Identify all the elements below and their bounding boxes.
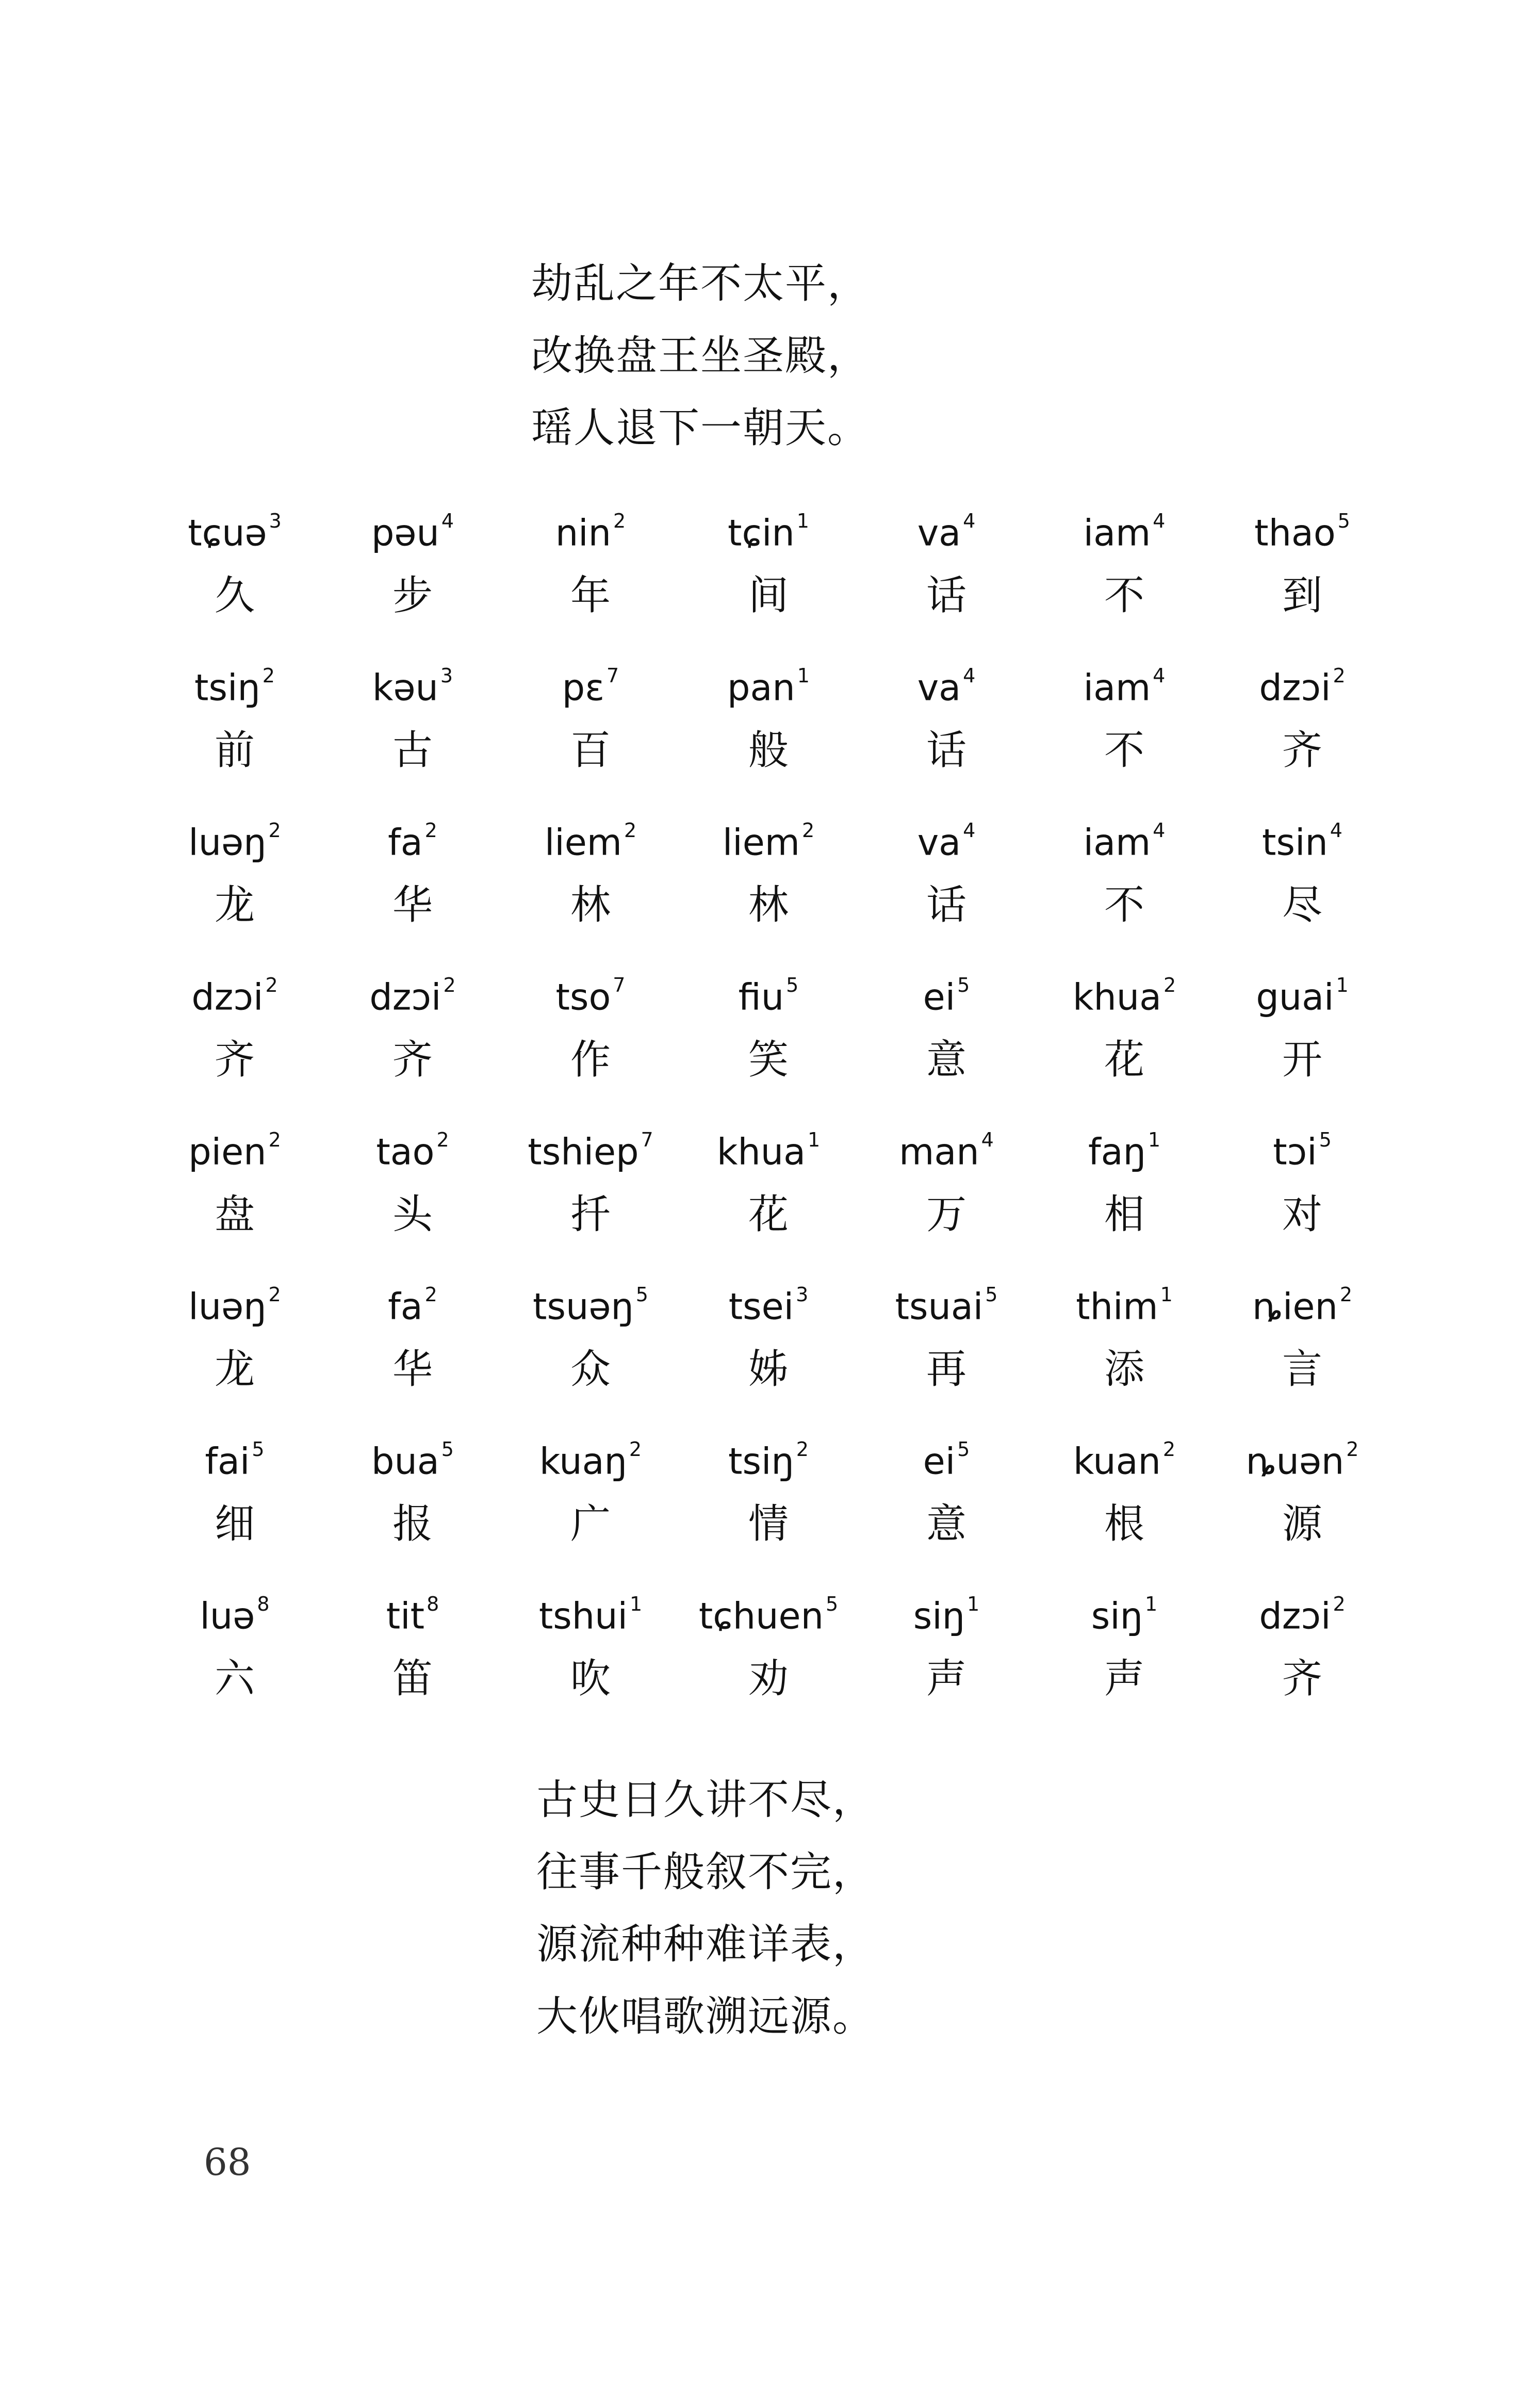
tone-number: 1 <box>629 1593 643 1615</box>
glossary-cell <box>861 1119 1031 1243</box>
chinese-gloss: 话 <box>926 727 966 774</box>
glossary-row <box>150 810 1346 964</box>
glossary-cell <box>327 1583 498 1707</box>
romanization-syllable: kuaŋ <box>539 1440 627 1483</box>
glossary-cell <box>505 1119 676 1243</box>
romanization-syllable: va <box>917 512 961 554</box>
romanization <box>505 1274 676 1328</box>
romanization <box>505 964 676 1019</box>
chinese-gloss: 姊 <box>748 1346 789 1393</box>
tone-number: 1 <box>1336 974 1349 996</box>
poem-line: 往事千般叙不完， <box>536 1848 875 1896</box>
chinese-gloss: 齐 <box>392 1037 433 1083</box>
glossary-cell <box>150 964 320 1088</box>
romanization <box>683 810 854 864</box>
tone-number: 2 <box>1339 1283 1353 1306</box>
romanization-syllable: dzɔi <box>191 976 264 1019</box>
tone-number: 1 <box>796 510 809 532</box>
chinese-gloss: 话 <box>926 882 966 928</box>
tone-number: 4 <box>1153 664 1166 687</box>
poem-line: 瑶人退下一朝天。 <box>531 404 870 452</box>
romanization <box>505 1119 676 1171</box>
poem-line: 古史日久讲不尽， <box>536 1776 875 1824</box>
romanization-syllable: siŋ <box>913 1595 965 1638</box>
romanization <box>1217 1119 1387 1171</box>
romanization-syllable: liem <box>722 821 800 864</box>
glossary-cell <box>1039 964 1209 1088</box>
romanization-syllable: tao <box>376 1131 435 1173</box>
glossary-cell <box>150 655 320 779</box>
romanization-syllable: tsuəŋ <box>533 1285 634 1328</box>
romanization-syllable: tsiŋ <box>194 666 260 709</box>
romanization-syllable: luəŋ <box>188 821 267 864</box>
glossary-cell <box>683 964 854 1088</box>
tone-number: 8 <box>257 1593 270 1615</box>
romanization <box>861 810 1031 864</box>
glossary-cell <box>505 810 676 934</box>
romanization-syllable: bua <box>371 1440 439 1483</box>
chinese-gloss: 声 <box>926 1656 966 1702</box>
chinese-gloss: 百 <box>570 727 611 774</box>
glossary-cell <box>861 500 1031 624</box>
romanization <box>861 500 1031 552</box>
romanization <box>505 655 676 707</box>
chinese-gloss: 久 <box>214 572 255 619</box>
glossary-cell <box>683 1119 854 1243</box>
glossary-cell <box>150 1274 320 1398</box>
page-number: 68 <box>204 2140 251 2184</box>
chinese-gloss: 吹 <box>570 1656 611 1702</box>
chinese-gloss: 龙 <box>214 882 255 928</box>
tone-number: 2 <box>262 664 275 687</box>
chinese-gloss: 龙 <box>214 1346 255 1393</box>
romanization-syllable: iam <box>1083 666 1151 709</box>
romanization <box>1039 810 1209 864</box>
glossary-cell <box>1039 1583 1209 1707</box>
chinese-gloss: 细 <box>214 1501 255 1547</box>
romanization <box>861 655 1031 707</box>
glossary-cell <box>683 1583 854 1707</box>
glossary-cell <box>505 1583 676 1707</box>
romanization <box>1039 1583 1209 1638</box>
chinese-gloss: 花 <box>1104 1037 1144 1083</box>
romanization <box>683 655 854 707</box>
tone-number: 3 <box>269 510 282 532</box>
chinese-gloss: 意 <box>926 1037 966 1083</box>
glossary-row <box>150 964 1349 1119</box>
tone-number: 2 <box>1162 1438 1176 1461</box>
chinese-gloss: 齐 <box>1282 1656 1322 1702</box>
tone-number: 5 <box>1319 1128 1332 1151</box>
romanization <box>327 810 498 864</box>
glossary-cell <box>1217 1429 1387 1552</box>
romanization-syllable: iam <box>1083 512 1151 554</box>
tone-number: 4 <box>963 819 976 842</box>
chinese-gloss: 开 <box>1282 1037 1322 1083</box>
romanization <box>505 1429 676 1483</box>
chinese-gloss: 华 <box>392 882 433 928</box>
tone-number: 1 <box>967 1593 980 1615</box>
glossary-cell <box>861 1429 1031 1552</box>
romanization-syllable: ei <box>923 976 956 1019</box>
romanization <box>327 1583 498 1638</box>
tone-number: 4 <box>1330 819 1342 842</box>
glossary-cell <box>1039 500 1209 624</box>
romanization-syllable: tsiŋ <box>728 1440 794 1483</box>
romanization <box>1039 500 1209 552</box>
chinese-gloss: 添 <box>1104 1346 1144 1393</box>
romanization <box>150 500 320 552</box>
romanization <box>150 655 320 707</box>
chinese-gloss: 扦 <box>570 1191 611 1238</box>
chinese-gloss: 盘 <box>214 1191 255 1238</box>
romanization-syllable: va <box>917 666 961 709</box>
chinese-gloss: 意 <box>926 1501 966 1547</box>
romanization-syllable: khua <box>1072 976 1161 1019</box>
tone-number: 2 <box>436 1128 449 1151</box>
romanization-syllable: khua <box>716 1131 806 1173</box>
romanization <box>683 1119 854 1171</box>
romanization-syllable: thim <box>1076 1285 1158 1328</box>
glossary-cell <box>327 500 498 624</box>
romanization <box>1217 1429 1387 1483</box>
romanization <box>1039 655 1209 707</box>
chinese-gloss: 劝 <box>748 1656 789 1702</box>
romanization-syllable: pɛ <box>562 666 605 709</box>
glossary-cell <box>1039 1274 1209 1398</box>
chinese-gloss: 六 <box>214 1656 255 1702</box>
romanization <box>861 1583 1031 1638</box>
tone-number: 3 <box>796 1283 809 1306</box>
glossary-cell <box>861 810 1031 934</box>
glossary-cell <box>505 1274 676 1398</box>
romanization <box>1217 1583 1387 1638</box>
poem-line: 劫乱之年不太平， <box>531 259 870 307</box>
romanization-syllable: tso <box>555 976 611 1019</box>
chinese-gloss: 尽 <box>1282 882 1322 928</box>
glossary-row <box>150 655 1346 810</box>
tone-number: 5 <box>957 1438 970 1461</box>
tone-number: 3 <box>440 664 453 687</box>
glossary-cell <box>150 810 320 934</box>
glossary-cell <box>327 1274 498 1398</box>
chinese-gloss: 头 <box>392 1191 433 1238</box>
romanization <box>1039 1429 1209 1483</box>
romanization-syllable: dzɔi <box>369 976 441 1019</box>
romanization <box>1217 1274 1387 1328</box>
chinese-gloss: 笑 <box>748 1037 789 1083</box>
romanization <box>1039 1119 1209 1171</box>
romanization-syllable: tshui <box>538 1595 628 1638</box>
tone-number: 4 <box>963 510 976 532</box>
romanization <box>683 964 854 1019</box>
tone-number: 1 <box>1145 1593 1158 1615</box>
glossary-cell <box>327 655 498 779</box>
poem-line: 改换盘王坐圣殿， <box>531 332 870 380</box>
tone-number: 2 <box>796 1438 809 1461</box>
romanization <box>683 1583 854 1638</box>
chinese-gloss: 笛 <box>392 1656 433 1702</box>
chinese-gloss: 般 <box>748 727 789 774</box>
poem-line: 源流种种难详表， <box>536 1920 875 1968</box>
tone-number: 5 <box>786 974 799 996</box>
romanization-syllable: luə <box>200 1595 255 1638</box>
glossary-row <box>150 1119 1346 1274</box>
tone-number: 4 <box>1153 819 1166 842</box>
romanization <box>505 500 676 552</box>
glossary-cell <box>505 655 676 779</box>
romanization <box>150 1119 320 1171</box>
chinese-gloss: 再 <box>926 1346 966 1393</box>
romanization-syllable: tsei <box>728 1285 794 1328</box>
glossary-cell <box>683 655 854 779</box>
romanization <box>861 1274 1031 1328</box>
tone-number: 4 <box>981 1128 994 1151</box>
romanization <box>327 655 498 707</box>
chinese-gloss: 齐 <box>214 1037 255 1083</box>
glossary-row <box>150 500 1350 655</box>
glossary-cell <box>1039 1119 1209 1243</box>
romanization-syllable: fiu <box>738 976 784 1019</box>
tone-number: 5 <box>985 1283 998 1306</box>
glossary-cell <box>150 1583 320 1707</box>
tone-number: 2 <box>265 974 278 996</box>
glossary-cell <box>861 655 1031 779</box>
romanization <box>327 1119 498 1171</box>
romanization <box>683 500 854 552</box>
tone-number: 4 <box>441 510 454 532</box>
romanization-syllable: man <box>899 1131 979 1173</box>
chinese-gloss: 到 <box>1282 572 1322 619</box>
interlinear-glossary <box>150 500 1359 1738</box>
tone-number: 1 <box>1160 1283 1173 1306</box>
romanization <box>150 1274 320 1328</box>
poem-top <box>531 248 870 464</box>
chinese-gloss: 不 <box>1104 882 1144 928</box>
romanization-syllable: tshiep <box>528 1131 639 1173</box>
romanization-syllable: va <box>917 821 961 864</box>
romanization-syllable: pien <box>188 1131 267 1173</box>
romanization-syllable: tɕin <box>728 512 795 554</box>
romanization-syllable: kəu <box>372 666 438 709</box>
glossary-cell <box>861 1274 1031 1398</box>
glossary-cell <box>1217 1274 1387 1398</box>
chinese-gloss: 万 <box>926 1191 966 1238</box>
poem-bottom <box>536 1764 875 2053</box>
romanization <box>683 1429 854 1483</box>
tone-number: 2 <box>424 1283 437 1306</box>
tone-number: 2 <box>1333 664 1346 687</box>
glossary-cell <box>683 1274 854 1398</box>
tone-number: 5 <box>957 974 970 996</box>
romanization <box>150 1583 320 1638</box>
romanization <box>327 500 498 552</box>
tone-number: 2 <box>624 819 637 842</box>
glossary-cell <box>505 964 676 1088</box>
tone-number: 2 <box>443 974 456 996</box>
tone-number: 5 <box>635 1283 648 1306</box>
tone-number: 8 <box>427 1593 439 1615</box>
chinese-gloss: 报 <box>392 1501 433 1547</box>
chinese-gloss: 花 <box>748 1191 789 1238</box>
chinese-gloss: 齐 <box>1282 727 1322 774</box>
romanization-syllable: fai <box>205 1440 250 1483</box>
romanization <box>150 810 320 864</box>
glossary-cell <box>683 500 854 624</box>
glossary-cell <box>150 1119 320 1243</box>
glossary-cell <box>683 1429 854 1552</box>
tone-number: 2 <box>629 1438 642 1461</box>
tone-number: 2 <box>1333 1593 1346 1615</box>
tone-number: 7 <box>641 1128 653 1151</box>
romanization-syllable: ȵien <box>1252 1285 1338 1328</box>
tone-number: 1 <box>807 1128 821 1151</box>
tone-number: 5 <box>252 1438 265 1461</box>
romanization <box>861 964 1031 1019</box>
romanization-syllable: dzɔi <box>1259 666 1331 709</box>
glossary-cell <box>505 1429 676 1552</box>
romanization <box>861 1119 1031 1171</box>
glossary-row <box>150 1274 1353 1429</box>
tone-number: 2 <box>801 819 815 842</box>
glossary-cell <box>327 1429 498 1552</box>
chinese-gloss: 情 <box>748 1501 789 1547</box>
glossary-cell <box>327 964 498 1088</box>
chinese-gloss: 年 <box>570 572 611 619</box>
romanization <box>1217 655 1387 707</box>
tone-number: 2 <box>1163 974 1176 996</box>
tone-number: 7 <box>613 974 626 996</box>
romanization <box>1217 964 1387 1019</box>
romanization-syllable: luəŋ <box>188 1285 267 1328</box>
romanization-syllable: ei <box>923 1440 956 1483</box>
romanization <box>150 964 320 1019</box>
glossary-cell <box>1217 1583 1387 1707</box>
glossary-row <box>150 1429 1359 1583</box>
romanization-syllable: tɔi <box>1273 1131 1317 1173</box>
glossary-cell <box>150 1429 320 1552</box>
romanization <box>150 1429 320 1483</box>
glossary-cell <box>327 810 498 934</box>
romanization <box>1217 810 1387 864</box>
tone-number: 5 <box>1337 510 1350 532</box>
glossary-cell <box>1039 1429 1209 1552</box>
romanization-syllable: thao <box>1254 512 1336 554</box>
chinese-gloss: 声 <box>1104 1656 1144 1702</box>
poem-line: 大伙唱歌溯远源。 <box>536 1992 875 2040</box>
tone-number: 4 <box>963 664 976 687</box>
glossary-cell <box>1039 810 1209 934</box>
chinese-gloss: 根 <box>1104 1501 1144 1547</box>
glossary-cell <box>1217 810 1387 934</box>
tone-number: 1 <box>797 664 810 687</box>
romanization-syllable: tsuai <box>895 1285 984 1328</box>
romanization <box>1217 500 1387 552</box>
glossary-cell <box>861 964 1031 1088</box>
chinese-gloss: 对 <box>1282 1191 1322 1238</box>
tone-number: 2 <box>268 1283 281 1306</box>
glossary-cell <box>1217 1119 1387 1243</box>
glossary-cell <box>861 1583 1031 1707</box>
romanization <box>683 1274 854 1328</box>
chinese-gloss: 众 <box>570 1346 611 1393</box>
romanization-syllable: tɕhuen <box>698 1595 824 1638</box>
glossary-cell <box>150 500 320 624</box>
chinese-gloss: 间 <box>748 572 789 619</box>
chinese-gloss: 言 <box>1282 1346 1322 1393</box>
glossary-cell <box>1217 655 1387 779</box>
romanization-syllable: guai <box>1256 976 1334 1019</box>
romanization-syllable: pan <box>727 666 795 709</box>
chinese-gloss: 林 <box>748 882 789 928</box>
glossary-cell <box>683 810 854 934</box>
tone-number: 5 <box>825 1593 839 1615</box>
romanization-syllable: dzɔi <box>1259 1595 1331 1638</box>
romanization-syllable: iam <box>1083 821 1151 864</box>
romanization <box>1039 1274 1209 1328</box>
chinese-gloss: 步 <box>392 572 433 619</box>
tone-number: 2 <box>613 510 626 532</box>
glossary-cell <box>1217 964 1387 1088</box>
romanization <box>327 1429 498 1483</box>
romanization-syllable: fa <box>388 821 423 864</box>
chinese-gloss: 古 <box>392 727 433 774</box>
romanization-syllable: siŋ <box>1091 1595 1143 1638</box>
chinese-gloss: 华 <box>392 1346 433 1393</box>
romanization <box>327 1274 498 1328</box>
chinese-gloss: 相 <box>1104 1191 1144 1238</box>
romanization-syllable: ȵuən <box>1246 1440 1345 1483</box>
glossary-cell <box>327 1119 498 1243</box>
romanization-syllable: tsin <box>1262 821 1328 864</box>
chinese-gloss: 前 <box>214 727 255 774</box>
glossary-cell <box>505 500 676 624</box>
tone-number: 4 <box>1153 510 1166 532</box>
tone-number: 5 <box>441 1438 454 1461</box>
chinese-gloss: 不 <box>1104 727 1144 774</box>
romanization-syllable: fa <box>388 1285 423 1328</box>
romanization-syllable: liem <box>544 821 622 864</box>
romanization <box>505 810 676 864</box>
glossary-row <box>150 1583 1346 1738</box>
romanization-syllable: tɕuə <box>188 512 267 554</box>
romanization-syllable: kuan <box>1073 1440 1161 1483</box>
tone-number: 2 <box>424 819 437 842</box>
chinese-gloss: 广 <box>570 1501 611 1547</box>
romanization-syllable: nin <box>555 512 611 554</box>
romanization <box>1039 964 1209 1019</box>
chinese-gloss: 不 <box>1104 572 1144 619</box>
romanization <box>505 1583 676 1638</box>
chinese-gloss: 林 <box>570 882 611 928</box>
romanization-syllable: faŋ <box>1088 1131 1146 1173</box>
romanization-syllable: tit <box>386 1595 425 1638</box>
tone-number: 2 <box>1346 1438 1359 1461</box>
chinese-gloss: 话 <box>926 572 966 619</box>
tone-number: 2 <box>268 819 281 842</box>
tone-number: 7 <box>607 664 619 687</box>
romanization-syllable: pəu <box>371 512 439 554</box>
chinese-gloss: 源 <box>1282 1501 1322 1547</box>
tone-number: 1 <box>1148 1128 1161 1151</box>
glossary-cell <box>1039 655 1209 779</box>
chinese-gloss: 作 <box>570 1037 611 1083</box>
tone-number: 2 <box>268 1128 281 1151</box>
glossary-cell <box>1217 500 1387 624</box>
romanization <box>861 1429 1031 1483</box>
romanization <box>327 964 498 1019</box>
